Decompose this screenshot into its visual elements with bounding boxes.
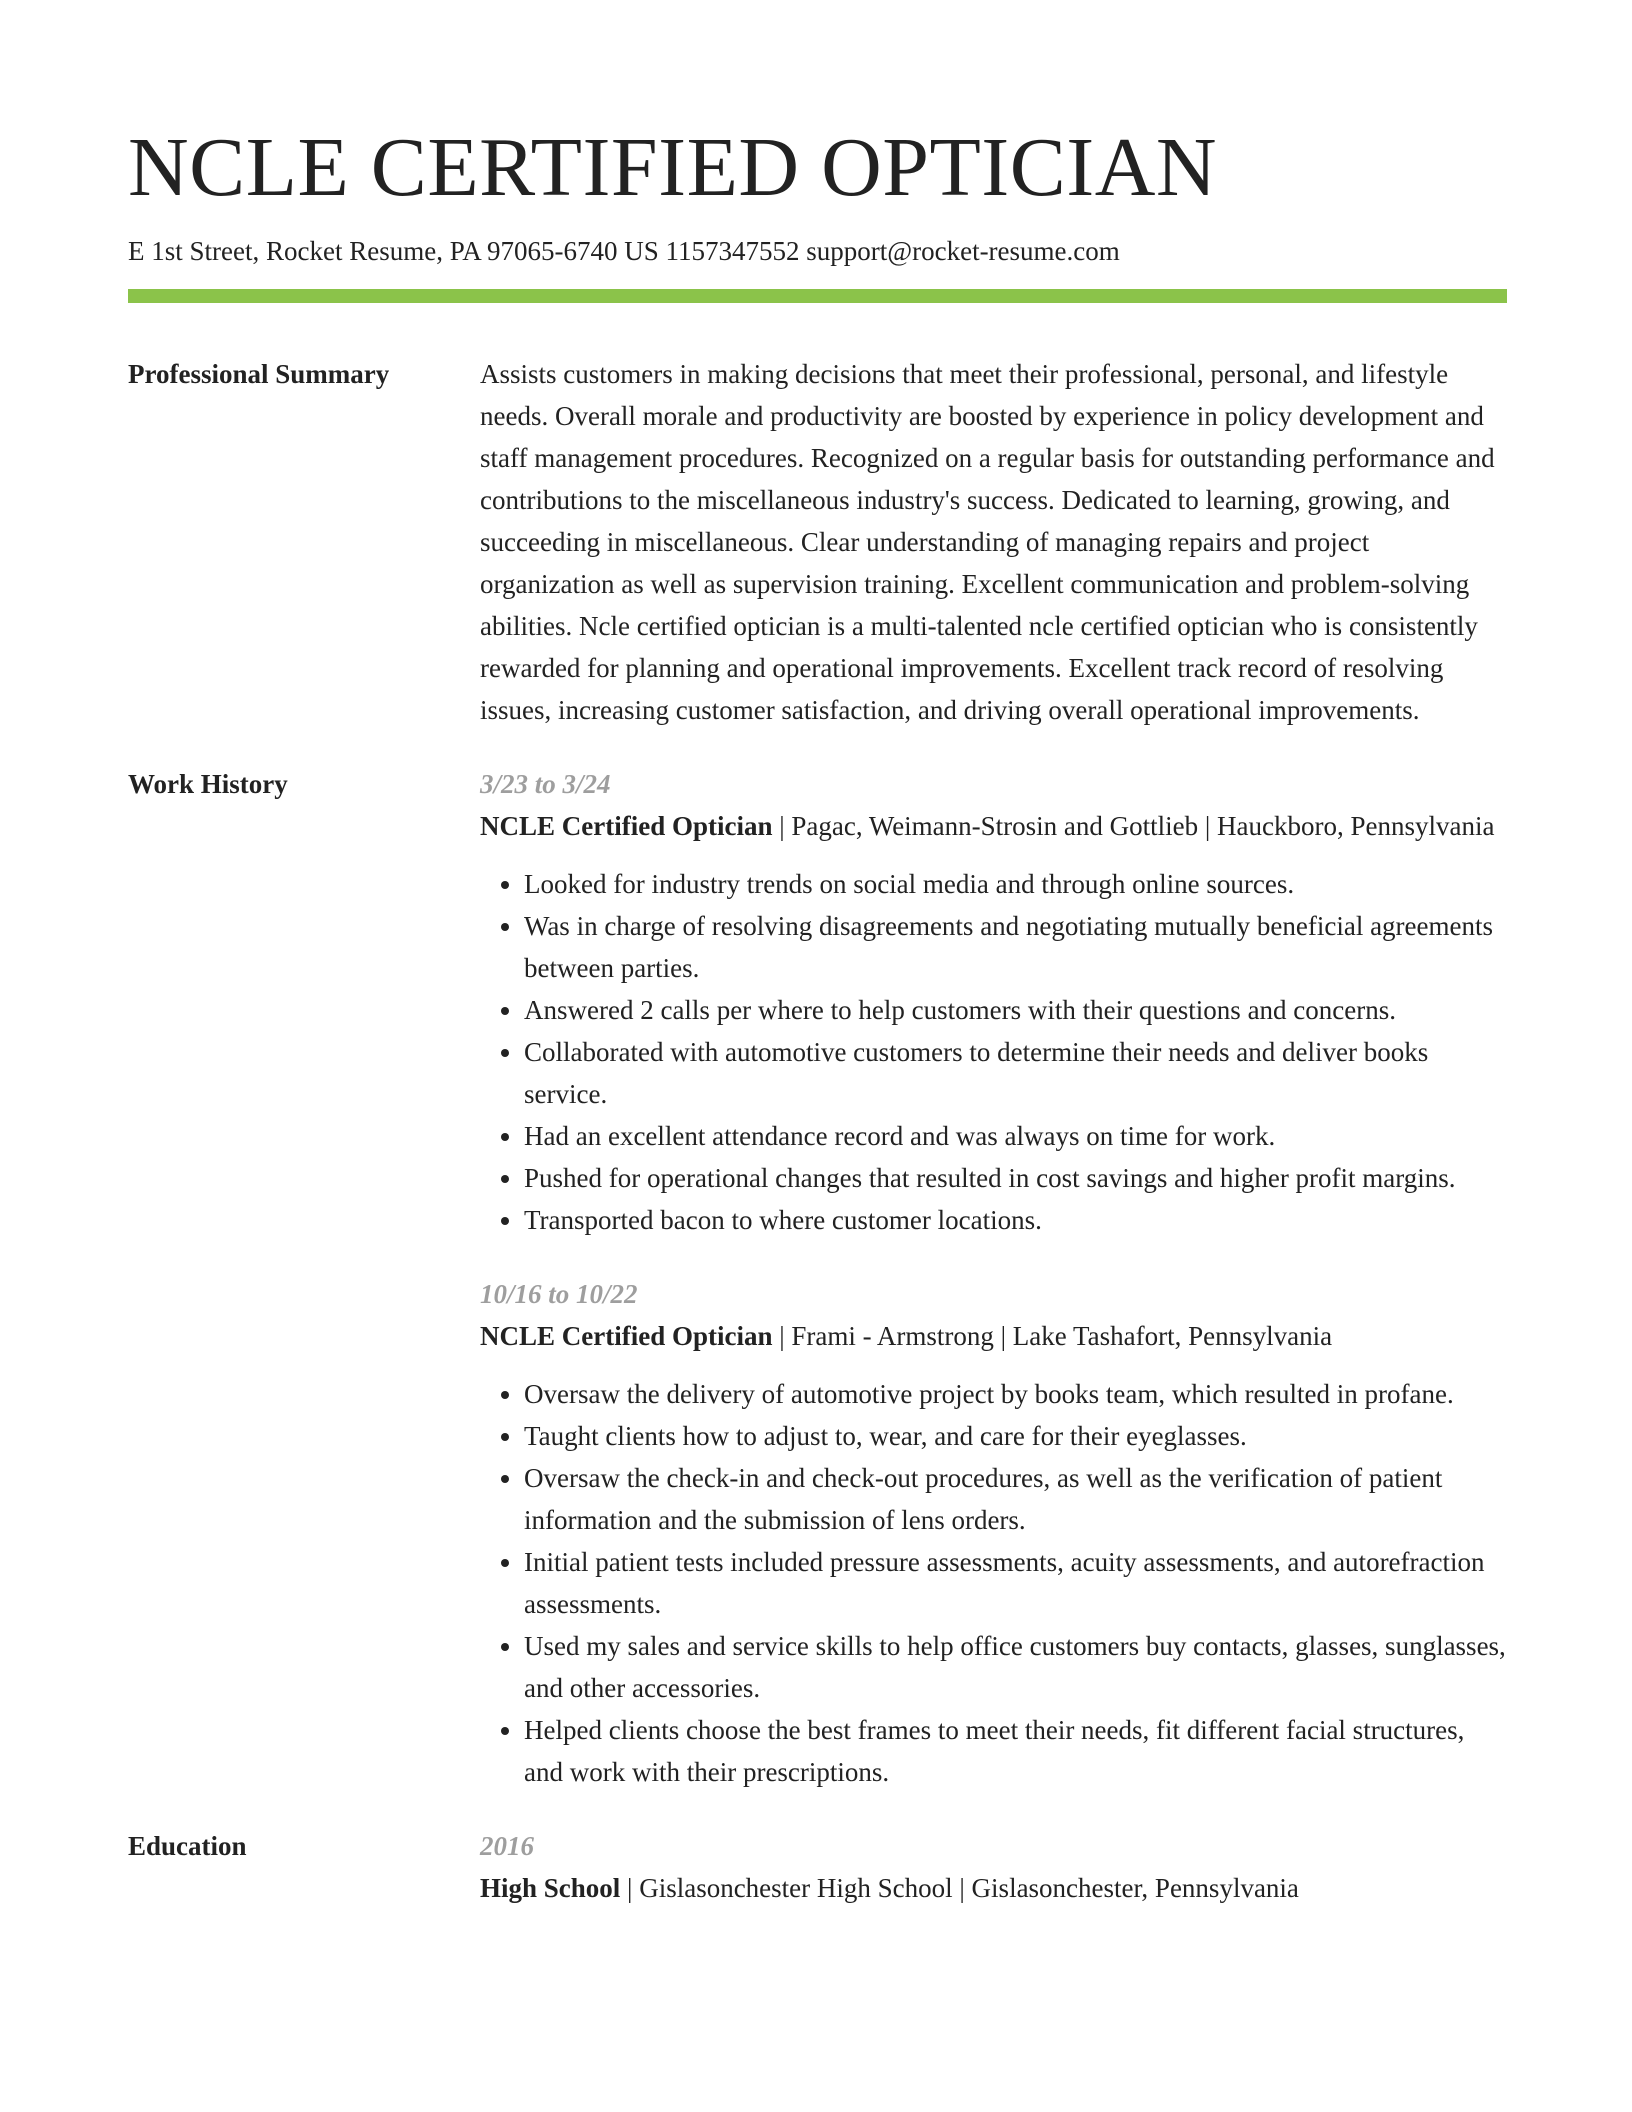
job-dates: 3/23 to 3/24 [480, 769, 611, 799]
education-details: | Gislasonchester High School | Gislasonchester, Pennsylvania [620, 1873, 1299, 1903]
work-history-heading: Work History [128, 769, 288, 799]
summary-heading: Professional Summary [128, 359, 390, 389]
job-title: NCLE Certified Optician [480, 1321, 773, 1351]
list-item: • Pushed for operational changes that resulted in cost savings and higher profit margins. [524, 1157, 1507, 1199]
page-title: NCLE CERTIFIED OPTICIAN [128, 121, 1218, 214]
list-item: • Was in charge of resolving disagreements and negotiating mutually beneficial agreements between parties. [524, 905, 1507, 989]
contact-line: E 1st Street, Rocket Resume, PA 97065-6740 US 1157347552 support@rocket-resume.com [128, 236, 1120, 266]
education-entry [480, 1825, 1507, 1909]
list-item: • Oversaw the delivery of automotive project by books team, which resulted in profane. [524, 1373, 1507, 1415]
summary-text: Assists customers in making decisions that meet their professional, personal, and lifestyle needs. Overall morale and productivity are boosted by experience in policy development and staff management procedures. Recognized on a regular basis for outstanding performance and contributions to the miscellaneous industry's success. Dedicated to learning, growing, and succeeding in miscellaneous. Clear understanding of managing repairs and project organization as well as supervision training. Excellent communication and problem-solving abilities. Ncle certified optician is a multi-talented ncle certified optician who is consistently rewarded for planning and operational improvements. Excellent track record of resolving issues, increasing customer satisfaction, and driving overall operational improvements. [480, 359, 1495, 725]
job-title: NCLE Certified Optician [480, 811, 773, 841]
education-line [480, 1867, 1507, 1909]
list-item: • Looked for industry trends on social media and through online sources. [524, 863, 1507, 905]
job-bullets [480, 1373, 1507, 1793]
job-role-line [480, 1315, 1507, 1357]
summary-section [128, 353, 1507, 731]
job-details: | Frami - Armstrong | Lake Tashafort, Pennsylvania [772, 1321, 1333, 1351]
job-entry [480, 763, 1507, 1241]
list-item: • Oversaw the check-in and check-out procedures, as well as the verification of patient information and the submission of lens orders. [524, 1457, 1507, 1541]
job-dates: 10/16 to 10/22 [480, 1279, 638, 1309]
education-heading: Education [128, 1831, 247, 1861]
education-list [480, 1825, 1507, 1909]
job-role-line [480, 805, 1507, 847]
list-item: • Taught clients how to adjust to, wear, and care for their eyeglasses. [524, 1415, 1507, 1457]
list-item: • Initial patient tests included pressure assessments, acuity assessments, and autorefraction assessments. [524, 1541, 1507, 1625]
job-entry [480, 1273, 1507, 1793]
education-date: 2016 [480, 1831, 534, 1861]
work-history-list [480, 763, 1507, 1793]
work-history-section [128, 763, 1507, 1793]
list-item: • Transported bacon to where customer locations. [524, 1199, 1507, 1241]
education-degree: High School [480, 1873, 621, 1903]
list-item: • Collaborated with automotive customers to determine their needs and deliver books service. [524, 1031, 1507, 1115]
education-section [128, 1825, 1507, 1909]
list-item: • Had an excellent attendance record and was always on time for work. [524, 1115, 1507, 1157]
list-item: • Answered 2 calls per where to help customers with their questions and concerns. [524, 989, 1507, 1031]
job-details: | Pagac, Weimann-Strosin and Gottlieb | Hauckboro, Pennsylvania [772, 811, 1495, 841]
header-divider [128, 289, 1507, 303]
list-item: • Used my sales and service skills to help office customers buy contacts, glasses, sunglasses, and other accessories. [524, 1625, 1507, 1709]
list-item: • Helped clients choose the best frames to meet their needs, fit different facial structures, and work with their prescriptions. [524, 1709, 1507, 1793]
job-bullets [480, 863, 1507, 1241]
